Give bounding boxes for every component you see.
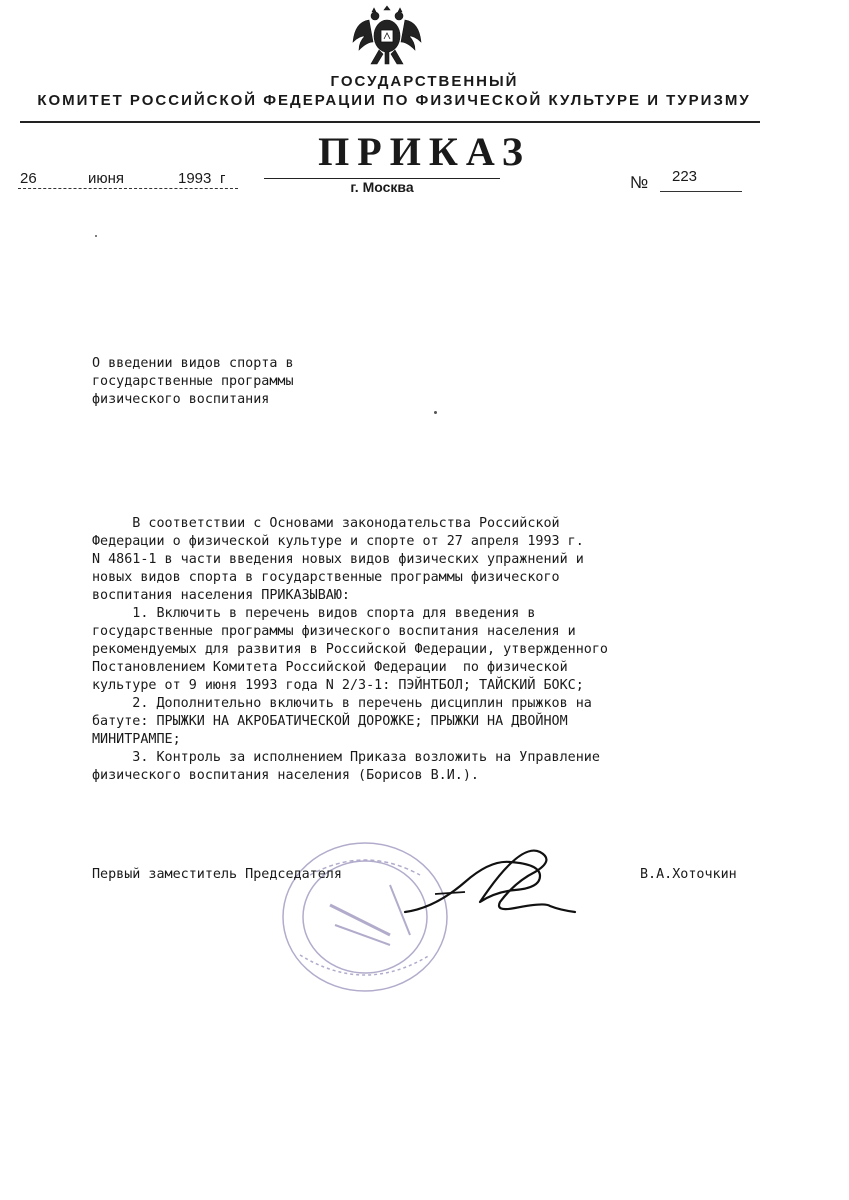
order-number-label: №	[630, 173, 649, 192]
date-year-suffix: г	[220, 170, 226, 187]
header-divider	[20, 121, 760, 123]
signatory-position: Первый заместитель Председателя	[92, 867, 342, 882]
org-name-line1: ГОСУДАРСТВЕННЫЙ	[330, 73, 519, 90]
date-month: июня	[88, 170, 125, 187]
city-label: г. Москва	[350, 179, 414, 195]
date-year: 1993	[178, 170, 212, 187]
handwritten-signature	[395, 830, 580, 930]
double-headed-eagle-emblem-icon	[349, 2, 425, 68]
order-number-underline	[660, 191, 742, 192]
signatory-name: В.А.Хоточкин	[640, 867, 737, 882]
date-underline	[18, 188, 238, 189]
org-name-line2: КОМИТЕТ РОССИЙСКОЙ ФЕДЕРАЦИИ ПО ФИЗИЧЕСКОЙ КУЛЬТУРЕ И ТУРИЗМУ	[37, 92, 751, 109]
order-body: В соответствии с Основами законодательства Российской Федерации о физической культуре и спорте от 27 апреля 1993 г. N 4861-1 в части введения новых видов физических упражнений и новых видов спорта в государственные программы физического воспитания населения ПРИКАЗЫВАЮ: 1. Включить в перечень видов спорта для введения в государственные программы физического воспитания населения и рекомендуемых для развития в Российской Федерации, утвержденного Постановлением Комитета Российской Федерации по физической культуре от 9 июня 1993 года N 2/3-1: ПЭЙНТБОЛ; ТАЙСКИЙ БОКС; 2. Дополнительно включить в перечень дисциплин прыжков на батуте: ПРЫЖКИ НА АКРОБАТИЧЕСКОЙ ДОРОЖКЕ; ПРЫЖКИ НА ДВОЙНОМ МИНИТРАМПЕ; 3. Контроль за исполнением Приказа возложить на Управление физического воспитания населения (Борисов В.И.).	[92, 516, 608, 783]
order-subject: О введении видов спорта в государственные программы физического воспитания	[92, 356, 294, 407]
order-number-value: 223	[672, 168, 698, 185]
document-title: ПРИКАЗ	[318, 129, 531, 174]
date-day: 26	[20, 170, 37, 187]
scan-speck	[434, 411, 437, 414]
scan-speck	[95, 235, 97, 237]
